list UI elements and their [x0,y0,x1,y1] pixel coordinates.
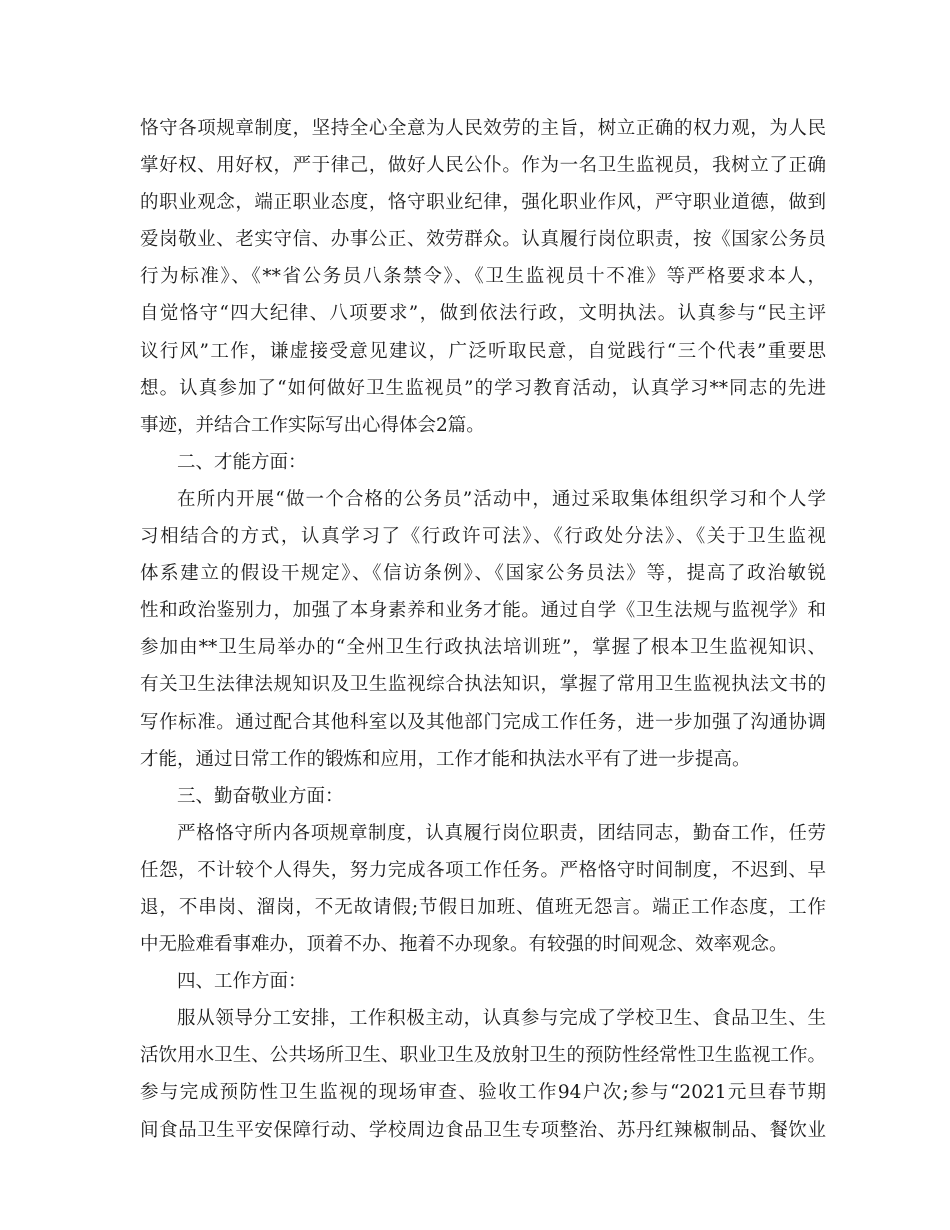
text-line: 才能，通过日常工作的锻炼和应用，工作才能和执法水平有了进一步提高。 [140,748,751,770]
text-line: 在所内开展“做一个合格的公务员”活动中，通过采取集体组织学习和个人学 [177,488,826,510]
text-line: 行为标准》、《**省公务员八条禁令》、《卫生监视员十不准》等严格要求本人， [140,266,826,288]
text-line: 议行风”工作，谦虚接受意见建议，广泛听取民意，自觉践行“三个代表”重要思 [140,340,826,362]
text-line: 参与完成预防性卫生监视的现场审查、验收工作94户次;参与“2021元旦春节期 [140,1082,826,1104]
text-line: 习相结合的方式，认真学习了《行政许可法》、《行政处分法》、《关于卫生监视 [140,526,826,548]
text-line: 有关卫生法律法规知识及卫生监视综合执法知识，掌握了常用卫生监视执法文书的 [140,674,826,696]
text-line: 参加由**卫生局举办的“全州卫生行政执法培训班”，掌握了根本卫生监视知识、 [140,637,826,659]
text-line: 中无脸难看事难办，顶着不办、拖着不办现象。有较强的时间观念、效率观念。 [140,934,788,956]
text-line: 间食品卫生平安保障行动、学校周边食品卫生专项整治、苏丹红辣椒制品、餐饮业 [140,1119,826,1141]
text-line: 严格恪守所内各项规章制度，认真履行岗位职责，团结同志，勤奋工作，任劳 [177,822,826,844]
text-line: 活饮用水卫生、公共场所卫生、职业卫生及放射卫生的预防性经常性卫生监视工作。 [140,1045,826,1067]
text-line: 掌好权、用好权，严于律己，做好人民公仆。作为一名卫生监视员，我树立了正确 [140,155,826,177]
section-heading: 三、勤奋敬业方面： [177,785,344,807]
document-page [140,110,826,1149]
text-line: 想。认真参加了“如何做好卫生监视员”的学习教育活动，认真学习**同志的先进 [140,377,826,399]
text-line: 事迹，并结合工作实际写出心得体会2篇。 [140,414,485,436]
section-heading: 二、才能方面： [177,451,307,473]
text-line: 体系建立的假设干规定》、《信访条例》、《国家公务员法》等，提高了政治敏锐 [140,563,826,585]
text-line: 自觉恪守“四大纪律、八项要求”，做到依法行政，文明执法。认真参与“民主评 [140,303,826,325]
text-line: 写作标准。通过配合其他科室以及其他部门完成工作任务，进一步加强了沟通协调 [140,711,826,733]
text-line: 退，不串岗、溜岗，不无故请假;节假日加班、值班无怨言。端正工作态度，工作 [140,896,826,918]
text-line: 服从领导分工安排，工作积极主动，认真参与完成了学校卫生、食品卫生、生 [177,1008,826,1030]
text-line: 爱岗敬业、老实守信、办事公正、效劳群众。认真履行岗位职责，按《国家公务员 [140,229,826,251]
text-line: 任怨，不计较个人得失，努力完成各项工作任务。严格恪守时间制度，不迟到、早 [140,859,826,881]
text-line: 的职业观念，端正职业态度，恪守职业纪律，强化职业作风，严守职业道德，做到 [140,192,826,214]
text-line: 恪守各项规章制度，坚持全心全意为人民效劳的主旨，树立正确的权力观，为人民 [140,118,826,139]
section-heading: 四、工作方面： [177,971,307,993]
text-line: 性和政治鉴别力，加强了本身素养和业务才能。通过自学《卫生法规与监视学》和 [140,600,826,622]
